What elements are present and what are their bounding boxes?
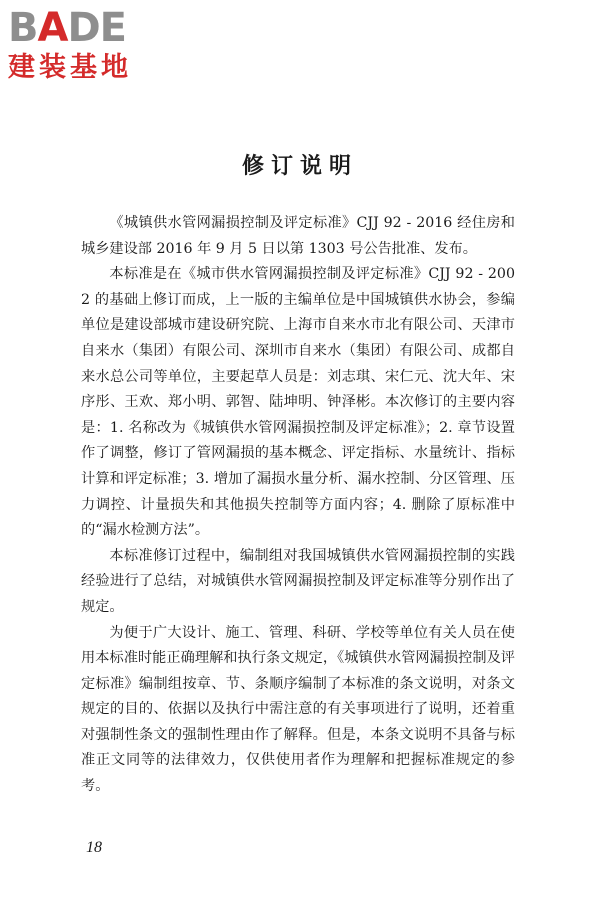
paragraph-explanation: 为便于广大设计、施工、管理、科研、学校等单位有关人员在使用本标准时能正确理解和执行条文规定，《城镇供水管网漏损控制及评定标准》编制组按章、节、条顺序编制了本标准的条文说明，对条文规定的目的、依据以及执行中需注意的有关事项进行了说明，还着重对强制性条文的强制性理由作了解释。但是，本条文说明不具备与标准正文同等的法律效力，仅供使用者作为理解和把握标准规定的参考。 — [81, 624, 515, 795]
logo-letter-a: A — [37, 5, 68, 51]
paragraph-summary: 本标准修订过程中，编制组对我国城镇供水管网漏损控制的实践经验进行了总结，对城镇供水管网漏损控制及评定标准等分别作出了规定。 — [81, 547, 515, 615]
page-number: 18 — [86, 839, 102, 856]
bade-logo — [8, 6, 178, 84]
logo-letters-de: DE — [67, 5, 126, 51]
logo-subtitle: 建装基地 — [8, 52, 132, 83]
paragraph-approval: 《城镇供水管网漏损控制及评定标准》CJJ 92 - 2016 经住房和城乡建设部 2016 年 9 月 5 日以第 1303 号公告批准、发布。 — [81, 215, 515, 257]
document-body — [81, 211, 515, 800]
logo-letter-b: B — [8, 5, 38, 51]
page-title: 修订说明 — [241, 154, 358, 179]
logo-wordmark — [8, 6, 178, 50]
paragraph-revision-content: 本标准是在《城市供水管网漏损控制及评定标准》CJJ 92 - 2002 的基础上修订而成，上一版的主编单位是中国城镇供水协会，参编单位是建设部城市建设研究院、上海市自来水市北有限公司、天津市自来水（集团）有限公司、深圳市自来水（集团）有限公司、成都自来水总公司等单位，主要起草人员是：刘志琪、宋仁元、沈大年、宋序彤、王欢、郑小明、郭智、陆坤明、钟泽彬。本次修订的主要内容是：1. 名称改为《城镇供水管网漏损控制及评定标准》；2. 章节设置作了调整，修订了管网漏损的基本概念、评定指标、水量统计、指标计算和评定标准；3. 增加了漏损水量分析、漏水控制、分区管理、压力调控、计量损失和其他损失控制等方面内容；4. 删除了原标准中的“漏水检测方法”。 — [81, 266, 515, 539]
